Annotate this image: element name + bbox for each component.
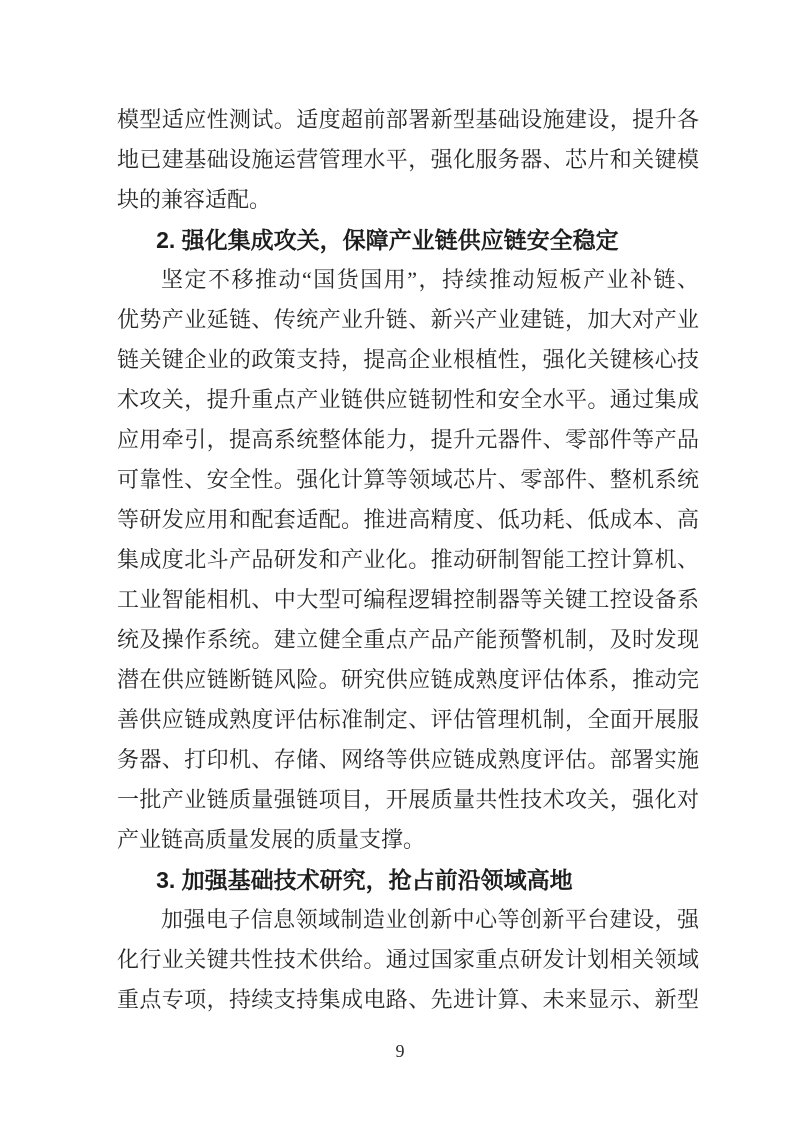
text-line: 加强电子信息领域制造业创新中心等创新平台建设，强 <box>161 907 699 932</box>
text-line: 术攻关，提升重点产业链供应链韧性和安全水平。通过集成 <box>117 387 699 412</box>
text-line: 可靠性、安全性。强化计算等领域芯片、零部件、整机系统 <box>117 467 699 492</box>
text-line: 坚定不移推动“国货国用”，持续推动短板产业补链、 <box>161 267 699 292</box>
text-line: 链关键企业的政策支持，提高企业根植性，强化关键核心技 <box>117 347 699 372</box>
text-line: 潜在供应链断链风险。研究供应链成熟度评估体系，推动完 <box>117 667 699 692</box>
text-line: 等研发应用和配套适配。推进高精度、低功耗、低成本、高 <box>117 507 699 532</box>
text-line: 工业智能相机、中大型可编程逻辑控制器等关键工控设备系 <box>117 587 699 612</box>
section-heading-2: 2. 强化集成攻关，保障产业链供应链安全稳定 <box>156 227 619 253</box>
text-line: 统及操作系统。建立健全重点产品产能预警机制，及时发现 <box>117 627 699 652</box>
text-line: 集成度北斗产品研发和产业化。推动研制智能工控计算机、 <box>117 547 699 572</box>
text-line: 务器、打印机、存储、网络等供应链成熟度评估。部署实施 <box>117 747 699 772</box>
text-line: 地已建基础设施运营管理水平，强化服务器、芯片和关键模 <box>117 147 699 172</box>
text-line: 一批产业链质量强链项目，开展质量共性技术攻关，强化对 <box>117 787 699 812</box>
text-line: 重点专项，持续支持集成电路、先进计算、未来显示、新型 <box>117 987 699 1012</box>
document-body <box>117 100 699 1020</box>
page-number: 9 <box>395 1041 405 1061</box>
text-line: 块的兼容适配。 <box>117 187 272 212</box>
text-line: 应用牵引，提高系统整体能力，提升元器件、零部件等产品 <box>117 427 699 452</box>
text-line: 化行业关键共性技术供给。通过国家重点研发计划相关领域 <box>117 947 699 972</box>
text-line: 优势产业延链、传统产业升链、新兴产业建链，加大对产业 <box>117 307 699 332</box>
text-line: 产业链高质量发展的质量支撑。 <box>117 827 426 852</box>
text-line: 善供应链成熟度评估标准制定、评估管理机制，全面开展服 <box>117 707 699 732</box>
section-heading-3: 3. 加强基础技术研究，抢占前沿领域高地 <box>156 867 573 893</box>
text-line: 模型适应性测试。适度超前部署新型基础设施建设，提升各 <box>117 107 699 132</box>
